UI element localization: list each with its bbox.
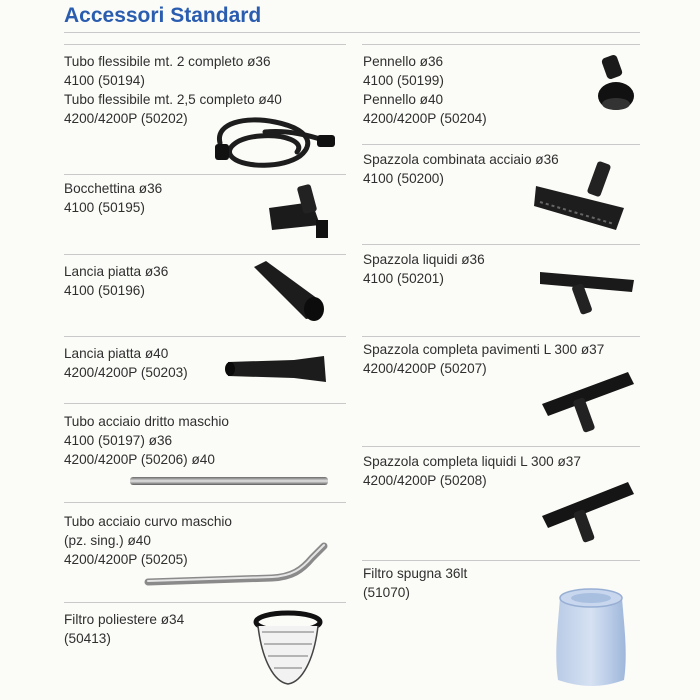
flexible-hose-icon (205, 108, 340, 178)
divider (64, 44, 346, 45)
item-name: Spazzola liquidi ø36 (363, 252, 485, 267)
crevice-tool-icon (224, 352, 330, 388)
crevice-tool-icon (248, 255, 333, 325)
accessory-item (363, 52, 487, 128)
accessory-item (64, 412, 229, 469)
divider (362, 336, 640, 337)
item-code: (50413) (64, 631, 111, 646)
item-name: Tubo acciaio dritto maschio (64, 414, 229, 429)
combination-brush-icon (530, 158, 640, 236)
item-code: 4100 (50195) (64, 200, 145, 215)
item-name: Tubo acciaio curvo maschio (64, 514, 232, 529)
accessory-item (363, 250, 485, 288)
liquid-floor-brush-icon (538, 478, 638, 548)
item-code: 4100 (50200) (363, 171, 444, 186)
item-code: 4100 (50194) (64, 73, 145, 88)
item-name: Bocchettina ø36 (64, 181, 163, 196)
divider (362, 144, 640, 145)
straight-steel-tube-icon (128, 473, 330, 489)
divider (362, 446, 640, 447)
divider (64, 502, 346, 503)
curved-steel-tube-icon (142, 540, 332, 590)
divider (64, 336, 346, 337)
item-code: (51070) (363, 585, 410, 600)
item-name: Filtro spugna 36lt (363, 566, 468, 581)
item-name: Lancia piatta ø36 (64, 264, 169, 279)
floor-brush-icon (538, 368, 638, 440)
divider (64, 602, 346, 603)
accessory-item (64, 344, 188, 382)
item-code: 4200/4200P (50203) (64, 365, 188, 380)
divider (64, 403, 346, 404)
item-code: 4100 (50196) (64, 283, 145, 298)
divider (362, 244, 640, 245)
item-code: 4200/4200P (50204) (363, 111, 487, 126)
divider (362, 44, 640, 45)
item-name: Spazzola combinata acciaio ø36 (363, 152, 559, 167)
page-title: Accessori Standard (64, 4, 262, 27)
item-code: 4200/4200P (50205) (64, 552, 188, 567)
item-code: 4200/4200P (50208) (363, 473, 487, 488)
item-code: 4100 (50201) (363, 271, 444, 286)
item-code: 4200/4200P (50202) (64, 111, 188, 126)
accessory-item (64, 262, 168, 300)
small-nozzle-icon (264, 180, 339, 245)
accessory-item (64, 610, 184, 648)
divider (362, 560, 640, 561)
item-name: Pennello ø40 (363, 92, 444, 107)
item-name: Lancia piatta ø40 (64, 346, 169, 361)
item-name: Spazzola completa pavimenti L 300 ø37 (363, 342, 605, 357)
liquid-squeegee-icon (538, 266, 638, 328)
item-name: Spazzola completa liquidi L 300 ø37 (363, 454, 581, 469)
item-code: 4200/4200P (50207) (363, 361, 487, 376)
polyester-filter-icon (248, 610, 328, 688)
divider (64, 174, 346, 175)
item-name: Tubo flessibile mt. 2,5 completo ø40 (64, 92, 282, 107)
item-code: 4100 (50199) (363, 73, 444, 88)
item-code: (pz. sing.) ø40 (64, 533, 151, 548)
sponge-filter-icon (552, 584, 630, 688)
item-name: Filtro poliestere ø34 (64, 612, 185, 627)
round-brush-icon (590, 52, 638, 114)
item-name: Pennello ø36 (363, 54, 444, 69)
accessory-item (64, 179, 162, 217)
accessory-item (363, 564, 467, 602)
item-code: 4200/4200P (50206) ø40 (64, 452, 215, 467)
item-code: 4100 (50197) ø36 (64, 433, 173, 448)
title-divider (64, 32, 640, 33)
item-name: Tubo flessibile mt. 2 completo ø36 (64, 54, 271, 69)
